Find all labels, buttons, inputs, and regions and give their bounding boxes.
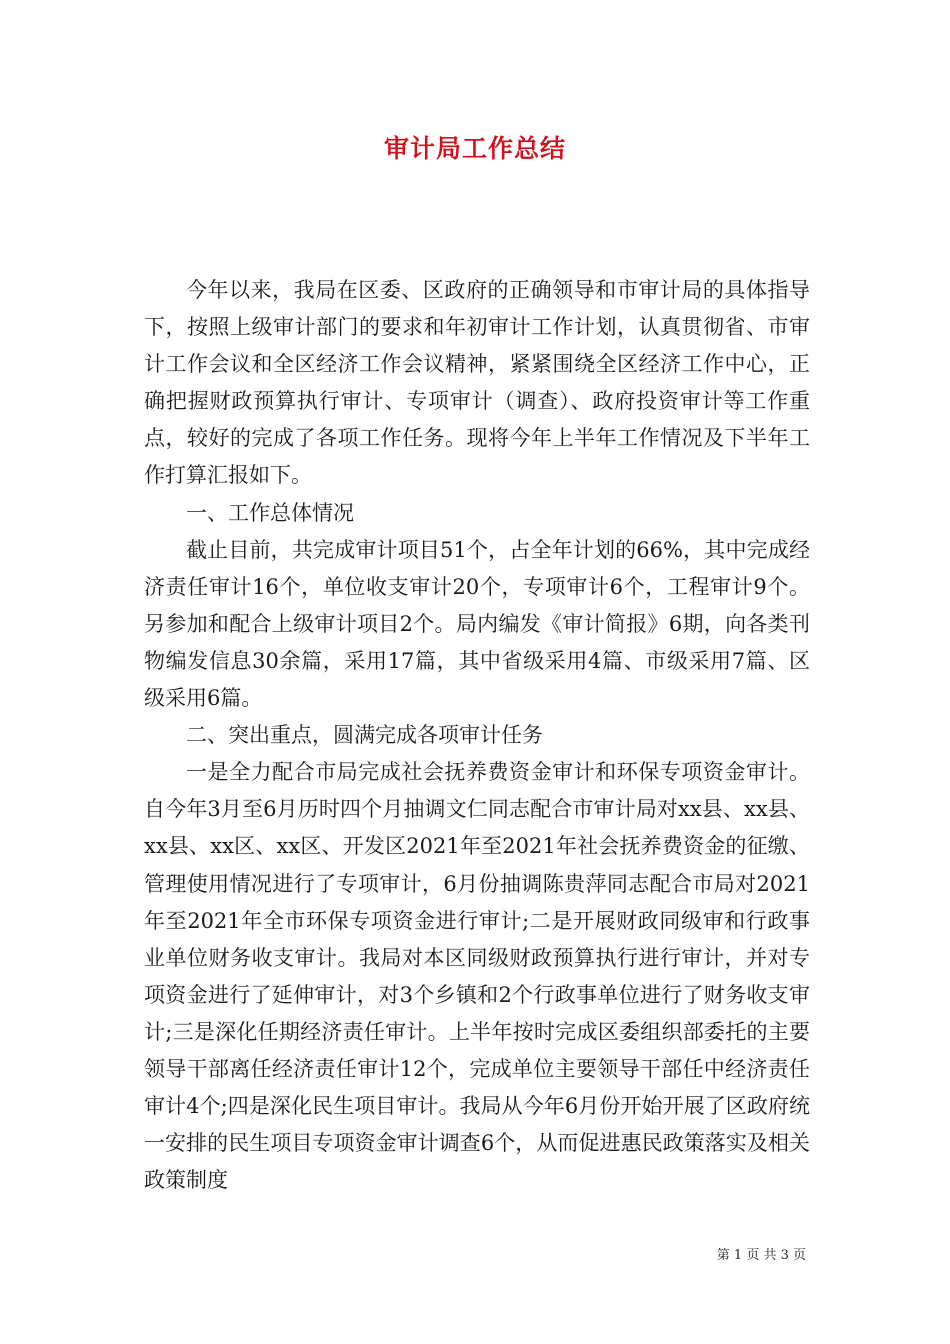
- section-heading-key-tasks: 二、突出重点，圆满完成各项审计任务: [186, 723, 543, 748]
- document-body: [144, 272, 810, 1199]
- page-number: 第 1 页 共 3 页: [716, 1248, 806, 1263]
- section-heading-overall: 一、工作总体情况: [186, 500, 354, 525]
- intro-paragraph: 今年以来，我局在区委、区政府的正确领导和市审计局的具体指导下，按照上级审计部门的要求和年初审计工作计划，认真贯彻省、市审计工作会议和全区经济工作会议精神，紧紧围绕全区经济工作中心，正确把握财政预算执行审计、专项审计（调查）、政府投资审计等工作重点，较好的完成了各项工作任务。现将今年上半年工作情况及下半年工作打算汇报如下。: [144, 278, 810, 488]
- key-tasks-paragraph: 一是全力配合市局完成社会抚养费资金审计和环保专项资金审计。自今年3月至6月历时四个月抽调文仁同志配合市审计局对xx县、xx县、xx县、xx区、xx区、开发区2021年至2021年社会抚养费资金的征缴、管理使用情况进行了专项审计，6月份抽调陈贵萍同志配合市局对2021年至2021年全市环保专项资金进行审计;二是开展财政同级审和行政事业单位财务收支审计。我局对本区同级财政预算执行进行审计，并对专项资金进行了延伸审计，对3个乡镇和2个行政事单位进行了财务收支审计;三是深化任期经济责任审计。上半年按时完成区委组织部委托的主要领导干部离任经济责任审计12个，完成单位主要领导干部任中经济责任审计4个;四是深化民生项目审计。我局从今年6月份开始开展了区政府统一安排的民生项目专项资金审计调查6个，从而促进惠民政策落实及相关政策制度: [144, 760, 810, 1193]
- document-title: 审计局工作总结: [383, 134, 566, 163]
- overall-paragraph: 截止目前，共完成审计项目51个，占全年计划的66%，其中完成经济责任审计16个，单位收支审计20个，专项审计6个，工程审计9个。另参加和配合上级审计项目2个。局内编发《审计简报》6期，向各类刊物编发信息30余篇，采用17篇，其中省级采用4篇、市级采用7篇、区级采用6篇。: [144, 537, 810, 711]
